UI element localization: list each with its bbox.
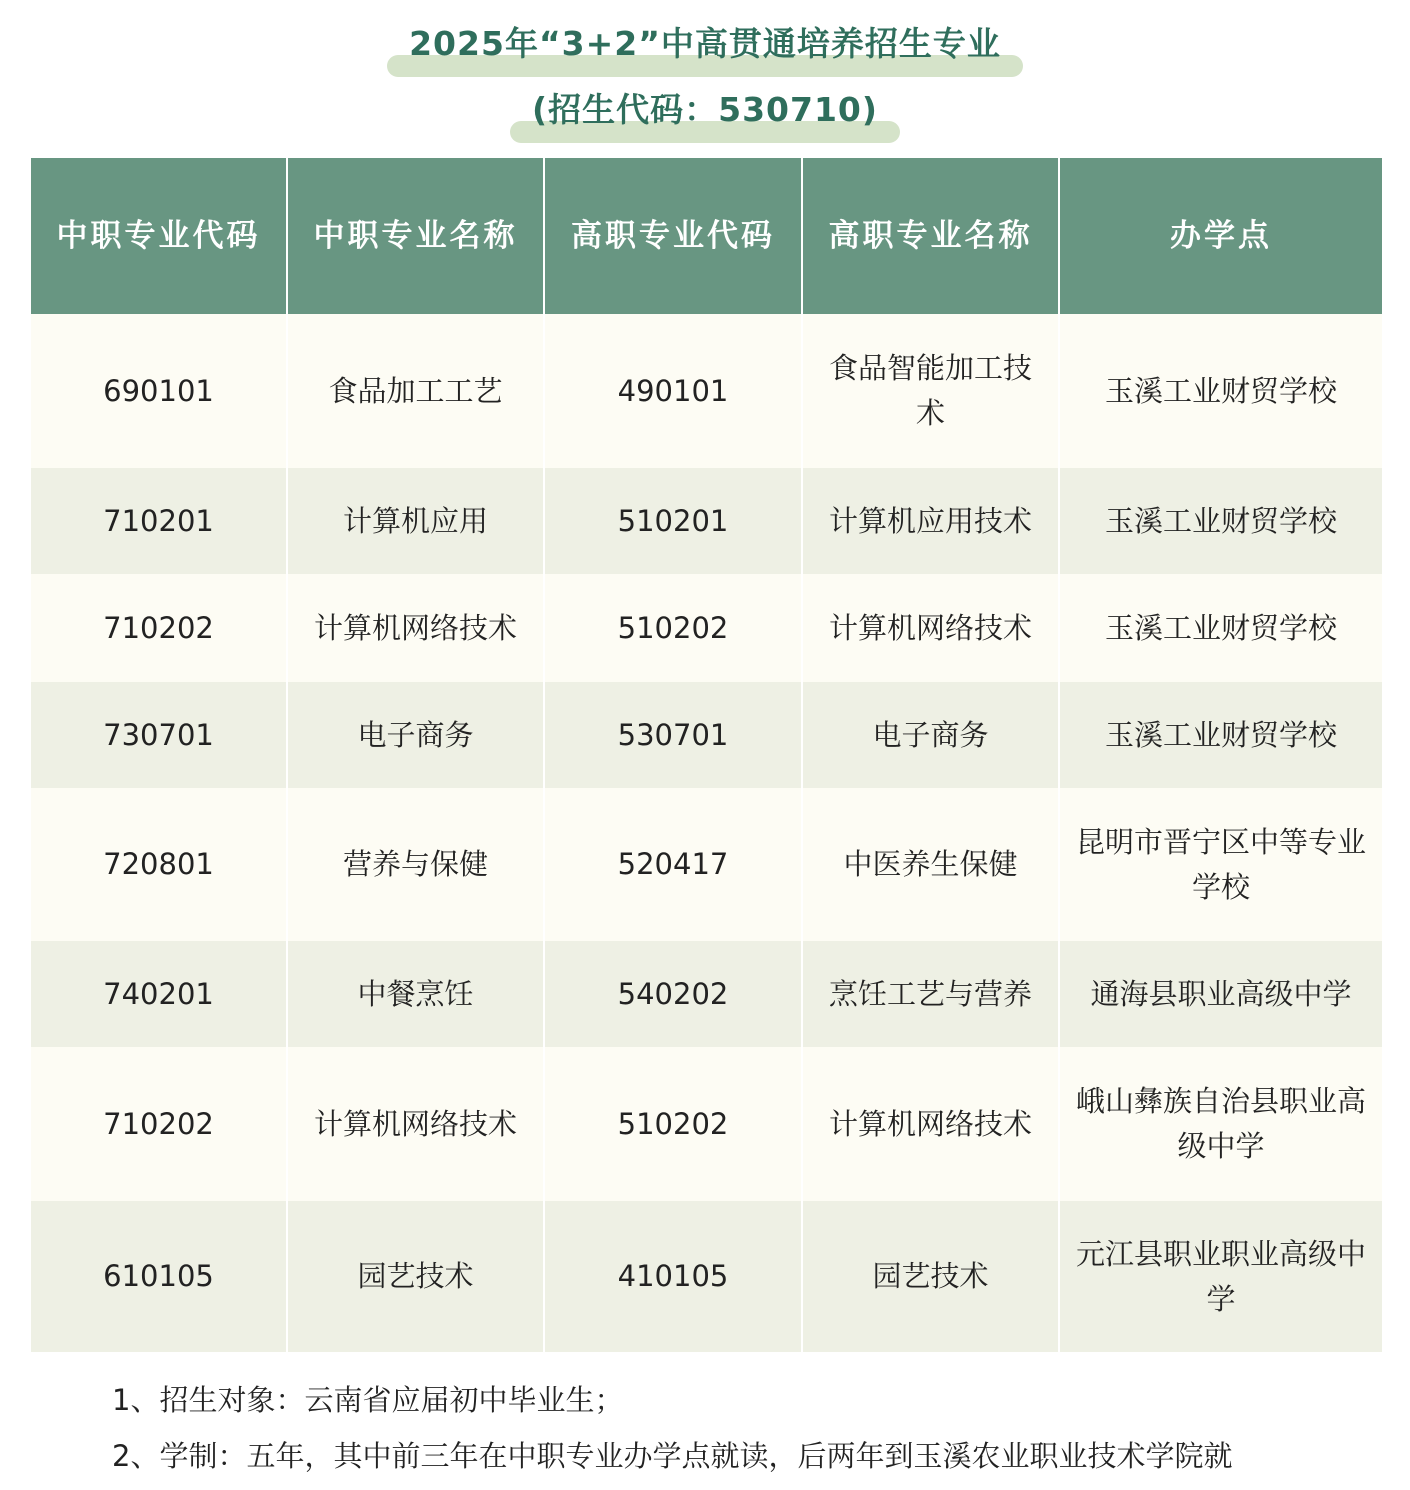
table-row	[31, 682, 1382, 788]
cell-secondary-code: 610105	[31, 1201, 287, 1352]
table-row	[31, 468, 1382, 574]
cell-secondary-name: 计算机应用	[287, 468, 544, 574]
cell-school: 元江县职业职业高级中学	[1059, 1201, 1382, 1352]
cell-school: 玉溪工业财贸学校	[1059, 682, 1382, 788]
cell-school: 玉溪工业财贸学校	[1059, 468, 1382, 574]
table-row	[31, 788, 1382, 941]
cell-secondary-name: 电子商务	[287, 682, 544, 788]
notes	[112, 1372, 1392, 1484]
page-title	[409, 18, 1001, 65]
cell-higher-code: 520417	[544, 788, 802, 941]
cell-secondary-name: 食品加工工艺	[287, 314, 544, 468]
cell-secondary-name: 中餐烹饪	[287, 941, 544, 1047]
cell-higher-code: 530701	[544, 682, 802, 788]
table-row	[31, 1047, 1382, 1201]
subtitle-block	[0, 84, 1410, 131]
cell-secondary-name: 计算机网络技术	[287, 574, 544, 682]
cell-higher-code: 540202	[544, 941, 802, 1047]
cell-secondary-code: 710202	[31, 1047, 287, 1201]
cell-higher-name: 计算机网络技术	[802, 574, 1059, 682]
page-subtitle-text: (招生代码：530710)	[532, 90, 878, 129]
table-row	[31, 1201, 1382, 1352]
header-higher-code: 高职专业代码	[544, 158, 802, 314]
programs-table	[31, 158, 1382, 1352]
header-secondary-code: 中职专业代码	[31, 158, 287, 314]
cell-higher-code: 510202	[544, 574, 802, 682]
title-block	[0, 18, 1410, 65]
cell-secondary-code: 690101	[31, 314, 287, 468]
cell-higher-code: 410105	[544, 1201, 802, 1352]
cell-higher-name: 计算机应用技术	[802, 468, 1059, 574]
cell-higher-name: 中医养生保健	[802, 788, 1059, 941]
table-row	[31, 574, 1382, 682]
cell-secondary-name: 园艺技术	[287, 1201, 544, 1352]
cell-higher-name: 烹饪工艺与营养	[802, 941, 1059, 1047]
table-header-row	[31, 158, 1382, 314]
page-title-text: 2025年“3+2”中高贯通培养招生专业	[409, 24, 1001, 63]
cell-higher-code: 510202	[544, 1047, 802, 1201]
header-secondary-name: 中职专业名称	[287, 158, 544, 314]
cell-secondary-code: 720801	[31, 788, 287, 941]
cell-higher-code: 510201	[544, 468, 802, 574]
cell-school: 通海县职业高级中学	[1059, 941, 1382, 1047]
cell-secondary-name: 营养与保健	[287, 788, 544, 941]
cell-school: 昆明市晋宁区中等专业学校	[1059, 788, 1382, 941]
cell-secondary-code: 710202	[31, 574, 287, 682]
cell-school: 峨山彝族自治县职业高级中学	[1059, 1047, 1382, 1201]
page-subtitle	[532, 84, 878, 131]
cell-secondary-name: 计算机网络技术	[287, 1047, 544, 1201]
cell-secondary-code: 710201	[31, 468, 287, 574]
cell-higher-code: 490101	[544, 314, 802, 468]
cell-higher-name: 食品智能加工技术	[802, 314, 1059, 468]
note-enrollment-target: 1、招生对象：云南省应届初中毕业生；	[112, 1383, 624, 1417]
cell-school: 玉溪工业财贸学校	[1059, 574, 1382, 682]
cell-higher-name: 园艺技术	[802, 1201, 1059, 1352]
cell-higher-name: 电子商务	[802, 682, 1059, 788]
cell-school: 玉溪工业财贸学校	[1059, 314, 1382, 468]
header-school: 办学点	[1059, 158, 1382, 314]
table-row	[31, 941, 1382, 1047]
table-row	[31, 314, 1382, 468]
cell-secondary-code: 740201	[31, 941, 287, 1047]
cell-higher-name: 计算机网络技术	[802, 1047, 1059, 1201]
note-study-length: 2、学制：五年，其中前三年在中职专业办学点就读，后两年到玉溪农业职业技术学院就	[112, 1439, 1233, 1473]
header-higher-name: 高职专业名称	[802, 158, 1059, 314]
cell-secondary-code: 730701	[31, 682, 287, 788]
